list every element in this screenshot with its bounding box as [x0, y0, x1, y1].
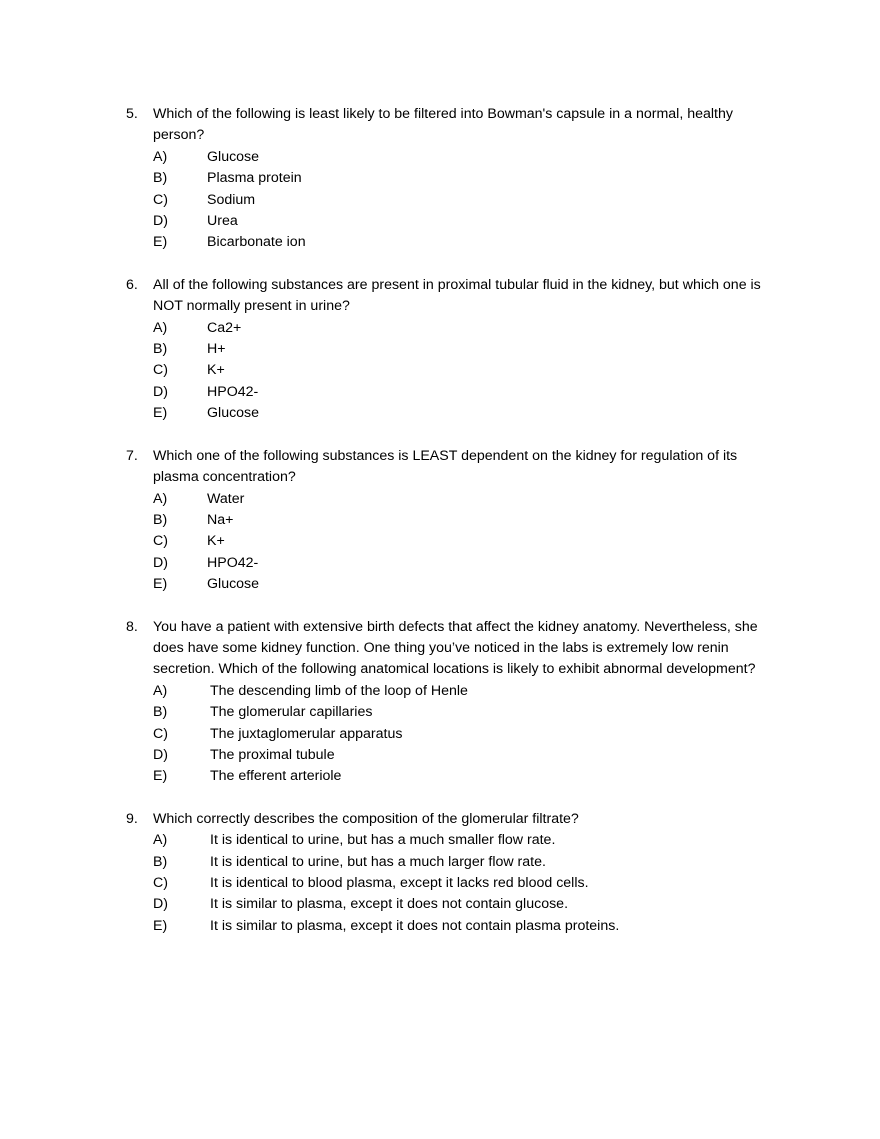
option-text: Sodium	[207, 191, 256, 208]
option-text: It is similar to plasma, except it does not contain plasma proteins.	[210, 917, 620, 934]
question-text: Which correctly describes the composition of the glomerular filtrate?	[153, 810, 579, 827]
option-item[interactable]	[153, 702, 774, 723]
option-item[interactable]	[153, 403, 774, 424]
option-item[interactable]	[153, 916, 774, 937]
option-text: It is identical to urine, but has a much larger flow rate.	[210, 853, 546, 870]
option-letter: E)	[153, 234, 168, 251]
option-letter: A)	[153, 148, 168, 165]
question-text: All of the following substances are present in proximal tubular fluid in the kidney, but which one is NOT normally present in urine?	[153, 276, 761, 315]
option-item[interactable]	[153, 830, 774, 851]
option-item[interactable]	[153, 510, 774, 531]
option-item[interactable]	[153, 147, 774, 168]
option-item[interactable]	[153, 382, 774, 403]
option-item[interactable]	[153, 553, 774, 574]
option-item[interactable]	[153, 232, 774, 253]
question-stem-row	[126, 446, 774, 489]
option-list	[126, 681, 774, 788]
question-text: You have a patient with extensive birth defects that affect the kidney anatomy. Nevertheless, she does have some kidney function. One thing you’ve noticed in the labs is extremely low renin secretion. Which of the following anatomical locations is likely to exhibit abnormal development?	[153, 618, 758, 678]
option-text: The glomerular capillaries	[210, 704, 373, 721]
option-text: Glucose	[207, 405, 260, 422]
option-letter: E)	[153, 768, 168, 785]
option-item[interactable]	[153, 360, 774, 381]
option-letter: D)	[153, 383, 168, 400]
question-stem-row	[126, 617, 774, 681]
option-letter: B)	[153, 704, 168, 721]
question-stem-row	[126, 275, 774, 318]
question-block	[126, 809, 774, 937]
option-text: The descending limb of the loop of Henle	[210, 682, 468, 699]
option-text: K+	[207, 362, 225, 379]
option-text: It is similar to plasma, except it does not contain glucose.	[210, 896, 569, 913]
option-item[interactable]	[153, 168, 774, 189]
option-text: Urea	[207, 213, 238, 230]
option-item[interactable]	[153, 318, 774, 339]
option-text: Glucose	[207, 148, 260, 165]
question-number: 9.	[126, 810, 138, 827]
option-letter: D)	[153, 554, 168, 571]
option-letter: C)	[153, 725, 168, 742]
question-text: Which one of the following substances is LEAST dependent on the kidney for regulation of its plasma concentration?	[153, 447, 738, 486]
option-item[interactable]	[153, 766, 774, 787]
question-stem-row	[126, 809, 774, 830]
option-item[interactable]	[153, 873, 774, 894]
option-item[interactable]	[153, 339, 774, 360]
question-number: 6.	[126, 276, 138, 293]
option-text: Na+	[207, 511, 234, 528]
option-letter: A)	[153, 832, 168, 849]
option-letter: D)	[153, 896, 168, 913]
option-letter: C)	[153, 191, 168, 208]
option-text: Ca2+	[207, 319, 242, 336]
question-number: 8.	[126, 618, 138, 635]
option-letter: B)	[153, 511, 168, 528]
option-text: K+	[207, 533, 225, 550]
question-block	[126, 446, 774, 596]
option-item[interactable]	[153, 745, 774, 766]
question-number: 5.	[126, 106, 138, 122]
option-letter: C)	[153, 533, 168, 550]
option-text: The juxtaglomerular apparatus	[210, 725, 403, 742]
option-letter: E)	[153, 576, 168, 593]
option-item[interactable]	[153, 574, 774, 595]
option-text: H+	[207, 341, 226, 358]
option-letter: A)	[153, 319, 168, 336]
option-list	[126, 318, 774, 425]
option-item[interactable]	[153, 894, 774, 915]
option-list	[126, 147, 774, 254]
question-list	[126, 104, 774, 937]
option-item[interactable]	[153, 211, 774, 232]
option-text: Bicarbonate ion	[207, 234, 306, 251]
option-text: HPO42-	[207, 383, 259, 400]
option-text: HPO42-	[207, 554, 259, 571]
option-item[interactable]	[153, 852, 774, 873]
question-stem-row	[126, 104, 774, 147]
option-text: Water	[207, 490, 245, 507]
option-text: The proximal tubule	[210, 746, 335, 763]
option-item[interactable]	[153, 489, 774, 510]
option-letter: C)	[153, 875, 168, 891]
option-text: The efferent arteriole	[210, 768, 342, 785]
option-letter: E)	[153, 405, 168, 422]
option-item[interactable]	[153, 531, 774, 552]
question-number: 7.	[126, 447, 138, 464]
option-letter: D)	[153, 213, 168, 230]
option-letter: A)	[153, 682, 168, 699]
question-block	[126, 104, 774, 254]
option-letter: C)	[153, 362, 168, 379]
option-text: It is identical to blood plasma, except it lacks red blood cells.	[210, 875, 589, 891]
option-letter: E)	[153, 917, 168, 934]
option-item[interactable]	[153, 724, 774, 745]
question-text: Which of the following is least likely to be filtered into Bowman's capsule in a normal, healthy person?	[153, 106, 733, 144]
option-item[interactable]	[153, 681, 774, 702]
option-text: Plasma protein	[207, 170, 302, 187]
option-text: It is identical to urine, but has a much smaller flow rate.	[210, 832, 556, 849]
option-letter: B)	[153, 853, 168, 870]
option-item[interactable]	[153, 190, 774, 211]
option-letter: A)	[153, 490, 168, 507]
option-letter: D)	[153, 746, 168, 763]
option-list	[126, 830, 774, 937]
option-list	[126, 489, 774, 596]
option-text: Glucose	[207, 576, 260, 593]
option-letter: B)	[153, 341, 168, 358]
question-block	[126, 617, 774, 788]
option-letter: B)	[153, 170, 168, 187]
question-block	[126, 275, 774, 425]
